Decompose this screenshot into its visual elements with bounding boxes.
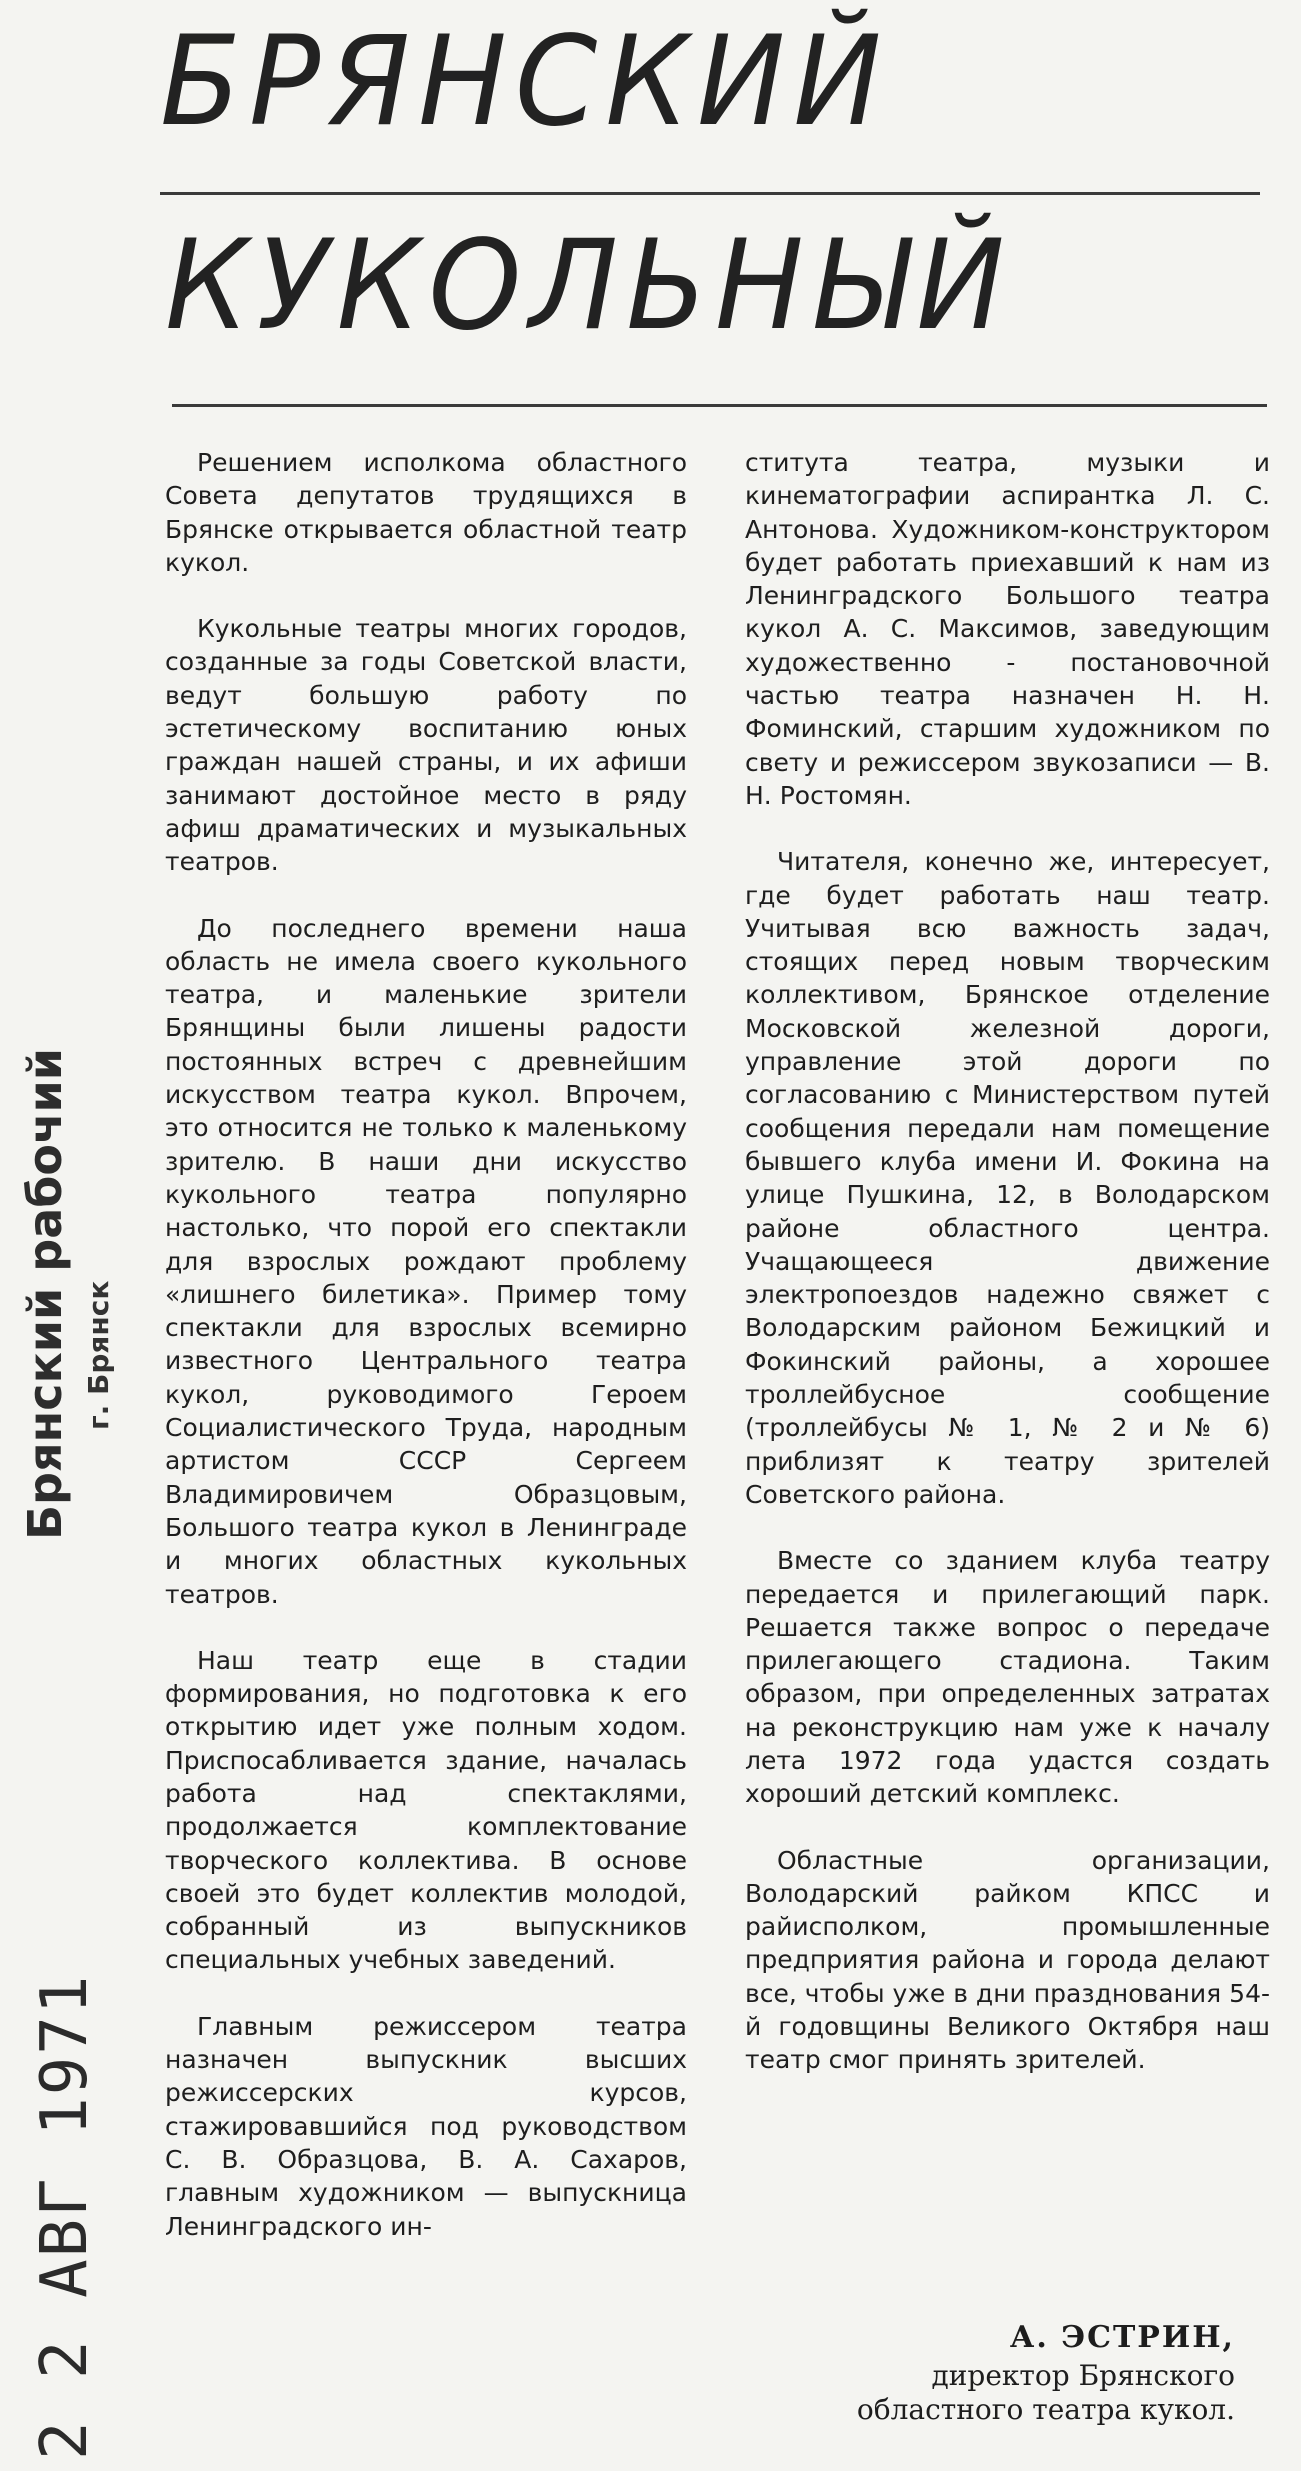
headline-line-2: КУКОЛЬНЫЙ [165, 212, 1013, 358]
paragraph: Решением исполкома областного Совета депутатов трудящихся в Брянске открывается областной театр кукол. [165, 448, 687, 577]
paragraph: Вместе со зданием клуба театру передается и прилегающий парк. Решается также вопрос о передаче прилегающего стадиона. Таким образом, при определенных затратах на реконструкцию нам уже к началу лета 1972 года удастся создать хороший детский комплекс. [745, 1546, 1270, 1809]
paragraph: ститута театра, музыки и кинематографии аспирантка Л. С. Антонова. Художником-конструктором будет работать приехавший к нам из Ленинградского Большого театра кукол А. С. Максимов, заведующим художественно - постановочной частью театра назначен Н. Н. Фоминский, старшим художником по свету и режиссером звукозаписи — В. Н. Ростомян. [745, 448, 1270, 810]
headline-rule-top [160, 192, 1260, 195]
paragraph: Главным режиссером театра назначен выпускник высших режиссерских курсов, стажировавшийся под руководством С. В. Образцова, В. А. Сахаров, главным художником — выпускница Ленинградского ин- [165, 2011, 687, 2241]
paragraph: Кукольные театры многих городов, созданные за годы Советской власти, ведут большую работу по эстетическому воспитанию юных граждан нашей страны, и их афиши занимают достойное место в ряду афиш драматических и музыкальных театров. [165, 614, 687, 877]
paragraph: Читателя, конечно же, интересует, где будет работать наш театр. Учитывая всю важность задач, стоящих перед новым творческим коллективом, Брянское отделение Московской железной дороги, управление этой дороги по согласованию с Министерством путей сообщения передали нам помещение бывшего клуба имени И. Фокина на улице Пушкина, 12, в Володарском районе областного центра. Учащающееся движение электропоездов надежно свяжет с Володарским районом Бежицкий и Фокинский районы, а хорошее троллейбусное сообщение (троллейбусы № 1, № 2 и № 6) приблизят к театру зрителей Советского района. [745, 847, 1270, 1509]
stamp-newspaper-name: Брянский рабочий [18, 1047, 72, 1540]
headline-line-1: БРЯНСКИЙ [160, 8, 890, 154]
paragraph: Наш театр еще в стадии формирования, но подготовка к его открытию идет уже полным ходом. Приспосабливается здание, началась работа над спектаклями, продолжается комплектование творческого коллектива. В основе своей это будет коллектив молодой, собранный из выпускников специальных учебных заведений. [165, 1645, 687, 1975]
paragraph: До последнего времени наша область не имела своего кукольного театра, и маленькие зрители Брянщины были лишены радости постоянных встреч с древнейшим искусством театра кукол. Впрочем, это относится не только к маленькому зрителю. В наши дни искусство кукольного театра популярно настолько, что порой его спектакли для взрослых рождают проблему «лишнего билетика». Пример тому спектакли для взрослых всемирно известного Центрального театра кукол, руководимого Героем Социалистического Труда, народным артистом СССР Сергеем Владимировичем Образцовым, Большого театра кукол в Ленинграде и многих областных кукольных театров. [165, 913, 687, 1609]
archive-stamp [18, 1047, 128, 2460]
paragraph: Областные организации, Володарский райком КПСС и райисполком, промышленные предприятия района и города делают все, чтобы уже в дни празднования 54-й годовщины Великого Октября наш театр смог принять зрителей. [745, 1845, 1270, 2075]
stamp-city: г. Брянск [82, 1280, 115, 1430]
stamp-date: 2 2 АВГ 1971 [28, 1973, 102, 2460]
headline-rule-bottom [172, 404, 1267, 407]
author-title-line-2: областного театра кукол. [856, 2393, 1235, 2426]
author-title-line-1: директор Брянского [931, 2359, 1235, 2392]
article-column-left [165, 446, 687, 2276]
article-column-right [745, 446, 1270, 2110]
author-name: А. ЭСТРИН, [1009, 2320, 1235, 2355]
author-signature [780, 2320, 1235, 2427]
